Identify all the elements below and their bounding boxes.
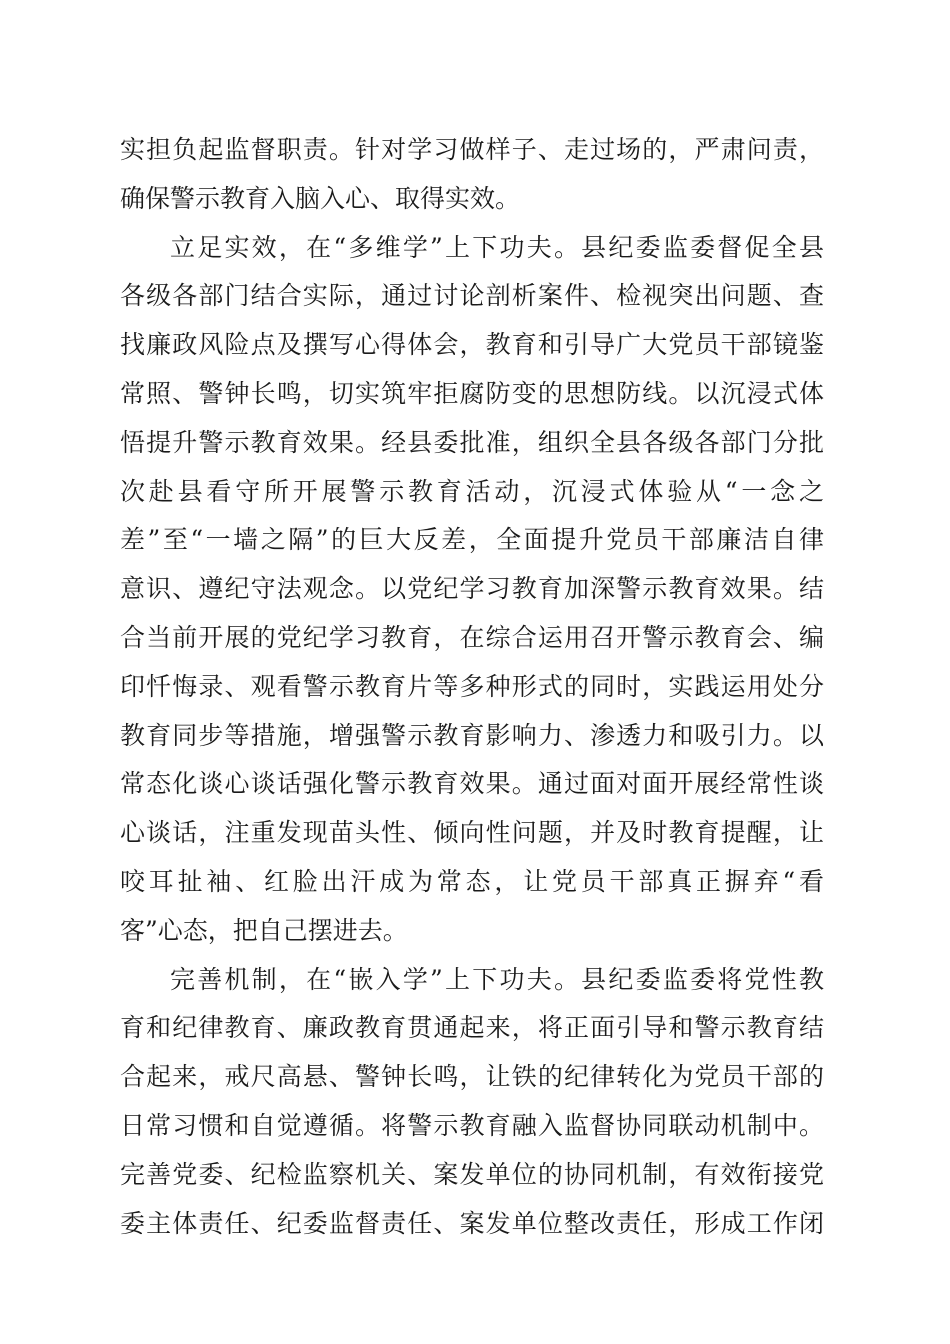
paragraph-start-line: 完善机制，在“嵌入学”上下功夫。县纪委监委将党性教	[170, 964, 824, 994]
text-line: 常态化谈心谈话强化警示教育效果。通过面对面开展经常性谈	[120, 769, 824, 799]
document-body	[120, 126, 824, 1248]
text-line: 心谈话，注重发现苗头性、倾向性问题，并及时教育提醒，让	[120, 818, 824, 848]
text-line: 教育同步等措施，增强警示教育影响力、渗透力和吸引力。以	[120, 720, 824, 750]
text-line: 找廉政风险点及撰写心得体会，教育和引导广大党员干部镜鉴	[120, 330, 824, 360]
text-line: 印忏悔录、观看警示教育片等多种形式的同时，实践运用处分	[120, 671, 824, 701]
text-line: 日常习惯和自觉遵循。将警示教育融入监督协同联动机制中。	[120, 1110, 824, 1140]
text-line: 意识、遵纪守法观念。以党纪学习教育加深警示教育效果。结	[120, 574, 824, 604]
text-line: 咬耳扯袖、红脸出汗成为常态，让党员干部真正摒弃“看	[120, 866, 824, 896]
text-line: 合当前开展的党纪学习教育，在综合运用召开警示教育会、编	[120, 622, 824, 652]
text-line: 完善党委、纪检监察机关、案发单位的协同机制，有效衔接党	[120, 1159, 824, 1189]
text-line: 常照、警钟长鸣，切实筑牢拒腐防变的思想防线。以沉浸式体	[120, 378, 824, 408]
text-line: 育和纪律教育、廉政教育贯通起来，将正面引导和警示教育结	[120, 1013, 824, 1043]
text-line: 实担负起监督职责。针对学习做样子、走过场的，严肃问责，	[120, 135, 824, 164]
text-line: 悟提升警示教育效果。经县委批准，组织全县各级各部门分批	[120, 427, 824, 457]
text-line: 合起来，戒尺高悬、警钟长鸣，让铁的纪律转化为党员干部的	[120, 1062, 824, 1092]
text-line: 确保警示教育入脑入心、取得实效。	[120, 183, 521, 213]
text-line: 差”至“一墙之隔”的巨大反差，全面提升党员干部廉洁自律	[120, 525, 824, 555]
text-line: 客”心态，把自己摆进去。	[120, 915, 408, 945]
paragraph-start-line: 立足实效，在“多维学”上下功夫。县纪委监委督促全县	[170, 232, 824, 262]
text-line: 次赴县看守所开展警示教育活动，沉浸式体验从“一念之	[120, 476, 824, 506]
text-line: 委主体责任、纪委监督责任、案发单位整改责任，形成工作闭	[120, 1208, 824, 1238]
text-line: 各级各部门结合实际，通过讨论剖析案件、检视突出问题、查	[120, 281, 824, 311]
